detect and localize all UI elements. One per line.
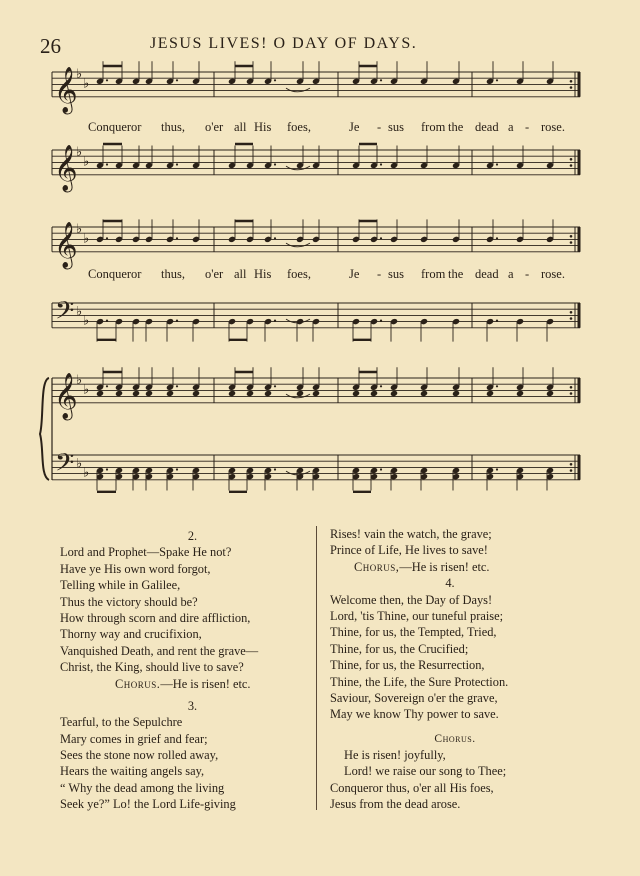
flat-icon: ♭ (83, 231, 90, 247)
page-title: JESUS LIVES! O DAY OF DAYS. (150, 35, 418, 52)
note-head (516, 390, 524, 397)
lyric-syllable: foes, (287, 120, 311, 134)
dot-icon (106, 468, 108, 470)
lyric-syllable: Je (349, 267, 360, 281)
lyric-syllable: sus (388, 267, 404, 281)
verse-line: How through scorn and dire affliction, (60, 610, 251, 625)
verse-4-lines (330, 592, 610, 723)
dot-icon (496, 385, 498, 387)
chorus-heading: Chorus. (434, 732, 476, 745)
dot-icon (176, 79, 178, 81)
dot-icon (106, 237, 108, 239)
verse-3-number: 3. (187, 698, 198, 713)
verse-line: Christ, the King, should live to save? (60, 660, 244, 675)
lyric-syllable: His (254, 120, 272, 134)
lyric-syllable: sus (388, 120, 404, 134)
verse-line: Tearful, to the Sepulchre (60, 715, 183, 730)
lyric-syllable: dead (475, 120, 499, 134)
note-head (390, 390, 398, 397)
column-divider (316, 526, 317, 810)
lyric-syllable: rose. (541, 267, 565, 281)
lyric-syllable: thus, (161, 120, 185, 134)
dot-icon (176, 320, 178, 322)
verse-line: Mary comes in grief and fear; (60, 731, 208, 746)
repeat-dot (570, 469, 573, 472)
verse-line: May we know Thy power to save. (330, 707, 499, 722)
verse-line: Jesus from the dead arose. (330, 797, 461, 812)
verse-2-lines (60, 544, 315, 675)
slur (286, 243, 310, 247)
chorus-ref: —He is risen! etc. (160, 676, 251, 691)
dot-icon (496, 79, 498, 81)
dot-icon (496, 320, 498, 322)
flat-icon: ♭ (83, 382, 90, 398)
lyric-syllable: o'er (205, 120, 224, 134)
lyric-syllable: dead (475, 267, 499, 281)
repeat-dot (570, 386, 573, 389)
repeat-dot (570, 392, 573, 395)
verse-line: Thine, for us, the Tempted, Tried, (330, 625, 497, 640)
lyric-syllable: the (448, 120, 464, 134)
note-head (352, 390, 360, 397)
lyric-syllable: the (448, 267, 464, 281)
repeat-dot (570, 311, 573, 314)
lyric-syllable: a (508, 120, 514, 134)
lyric-syllable: - (377, 267, 382, 281)
repeat-dot (570, 235, 573, 238)
dot-icon (274, 320, 276, 322)
bass-clef-icon: 𝄢 (55, 448, 75, 484)
verse-3-chorus (330, 559, 610, 575)
verse-line: Thus the victory should be? (60, 594, 198, 609)
dot-icon (106, 320, 108, 322)
verse-line: Thine, for us, the Crucified; (330, 641, 469, 656)
dot-icon (380, 468, 382, 470)
verse-line: Lord, 'tis Thine, our tuneful praise; (330, 608, 504, 623)
dot-icon (380, 237, 382, 239)
dot-icon (496, 237, 498, 239)
chorus-label: Chorus, (354, 559, 400, 574)
dot-icon (106, 79, 108, 81)
left-column (60, 528, 315, 813)
repeat-dot (570, 317, 573, 320)
dot-icon (380, 320, 382, 322)
note-head (166, 390, 174, 397)
final-barline-thick (578, 72, 581, 97)
dot-icon (176, 385, 178, 387)
verse-line: Rises! vain the watch, the grave; (330, 527, 492, 541)
note-head (486, 390, 494, 397)
verse-line: Lord! we raise our song to Thee; (344, 764, 507, 779)
note-head (312, 390, 320, 397)
dot-icon (380, 385, 382, 387)
note-head (192, 390, 200, 397)
final-barline-thick (578, 455, 581, 480)
bass-clef-icon: 𝄢 (55, 296, 75, 332)
lyric-syllable: Conqueror (88, 267, 142, 281)
flat-icon: ♭ (76, 373, 83, 389)
treble-clef-icon: 𝄞 (54, 221, 78, 268)
verse-line: He is risen! joyfully, (344, 748, 446, 763)
dot-icon (106, 163, 108, 165)
verse-line: Saviour, Sovereign o'er the grave, (330, 690, 498, 705)
flat-icon: ♭ (76, 304, 83, 320)
verse-line: Thine, for us, the Resurrection, (330, 658, 485, 673)
note-head (96, 390, 104, 397)
note-head (452, 390, 460, 397)
repeat-dot (570, 463, 573, 466)
repeat-dot (570, 86, 573, 89)
verse-line: Telling while in Galilee, (60, 578, 181, 593)
flat-icon: ♭ (76, 67, 83, 83)
lyric-syllable: Conqueror (88, 120, 142, 134)
chorus-ref: —He is risen! etc. (399, 559, 490, 574)
note-head (145, 390, 153, 397)
verse-line: Prince of Life, He lives to save! (330, 543, 488, 558)
flat-icon: ♭ (83, 154, 90, 170)
flat-icon: ♭ (76, 456, 83, 472)
verse-line: Sees the stone now rolled away, (60, 748, 219, 763)
verse-line: Thorny way and crucifixion, (60, 627, 202, 642)
treble-clef-icon: 𝄞 (54, 144, 78, 191)
note-head (228, 390, 236, 397)
treble-clef-icon: 𝄞 (54, 372, 78, 419)
flat-icon: ♭ (83, 313, 90, 329)
chorus-label: Chorus. (115, 676, 161, 691)
lyric-syllable: rose. (541, 120, 565, 134)
lyric-syllable: all (234, 120, 247, 134)
note-head (246, 390, 254, 397)
system-brace (40, 378, 49, 480)
chorus-lines (330, 747, 610, 813)
flat-icon: ♭ (83, 465, 90, 481)
lyric-syllable: foes, (287, 267, 311, 281)
verse-line: Hears the waiting angels say, (60, 764, 205, 779)
verse-line: Seek ye?” Lo! the Lord Life-giving (60, 797, 236, 812)
dot-icon (106, 385, 108, 387)
note-head (420, 390, 428, 397)
verse-3-continued (330, 526, 610, 559)
verse-line: Lord and Prophet—Spake He not? (60, 545, 232, 560)
flat-icon: ♭ (76, 222, 83, 238)
note-head (296, 390, 304, 397)
final-barline-thick (578, 227, 581, 252)
repeat-dot (570, 241, 573, 244)
lyric-syllable: from (421, 120, 446, 134)
verse-line: “ Why the dead among the living (60, 780, 225, 795)
repeat-dot (570, 164, 573, 167)
dot-icon (380, 163, 382, 165)
lyric-syllable: a (508, 267, 514, 281)
dot-icon (274, 468, 276, 470)
repeat-dot (570, 158, 573, 161)
lyric-syllable: His (254, 267, 272, 281)
page-number: 26 (40, 34, 61, 58)
lyric-syllable: thus, (161, 267, 185, 281)
verse-line: Vanquished Death, and rent the grave— (60, 643, 259, 658)
treble-clef-icon: 𝄞 (54, 66, 78, 113)
lyric-syllable: o'er (205, 267, 224, 281)
final-barline-thick (578, 303, 581, 328)
note-head (370, 390, 378, 397)
lyric-syllable: all (234, 267, 247, 281)
verse-line: Welcome then, the Day of Days! (330, 592, 493, 607)
dot-icon (380, 79, 382, 81)
verse-2-number: 2. (187, 529, 198, 543)
note-head (264, 390, 272, 397)
flat-icon: ♭ (83, 76, 90, 92)
repeat-dot (570, 80, 573, 83)
lyric-syllable: from (421, 267, 446, 281)
slur (286, 88, 310, 92)
lyric-syllable: - (525, 267, 530, 281)
note-head (546, 390, 554, 397)
verse-line: Thine, the Life, the Sure Protection. (330, 674, 509, 689)
right-column (330, 526, 610, 813)
lyric-syllable: - (377, 120, 382, 134)
note-head (132, 390, 140, 397)
dot-icon (496, 468, 498, 470)
flat-icon: ♭ (76, 145, 83, 161)
verse-4-number: 4. (445, 576, 455, 591)
dot-icon (176, 163, 178, 165)
verse-line: Have ye His own word forgot, (60, 561, 211, 576)
lyric-syllable: - (525, 120, 530, 134)
verse-2-chorus (60, 676, 315, 692)
lyric-syllable: Je (349, 120, 360, 134)
dot-icon (274, 385, 276, 387)
dot-icon (274, 237, 276, 239)
note-head (115, 390, 123, 397)
verse-3-lines (60, 714, 315, 812)
verse-line: Conqueror thus, o'er all His foes, (330, 780, 494, 795)
dot-icon (274, 163, 276, 165)
dot-icon (496, 163, 498, 165)
final-barline-thick (578, 150, 581, 175)
dot-icon (274, 79, 276, 81)
final-barline-thick (578, 378, 581, 403)
dot-icon (176, 468, 178, 470)
dot-icon (176, 237, 178, 239)
